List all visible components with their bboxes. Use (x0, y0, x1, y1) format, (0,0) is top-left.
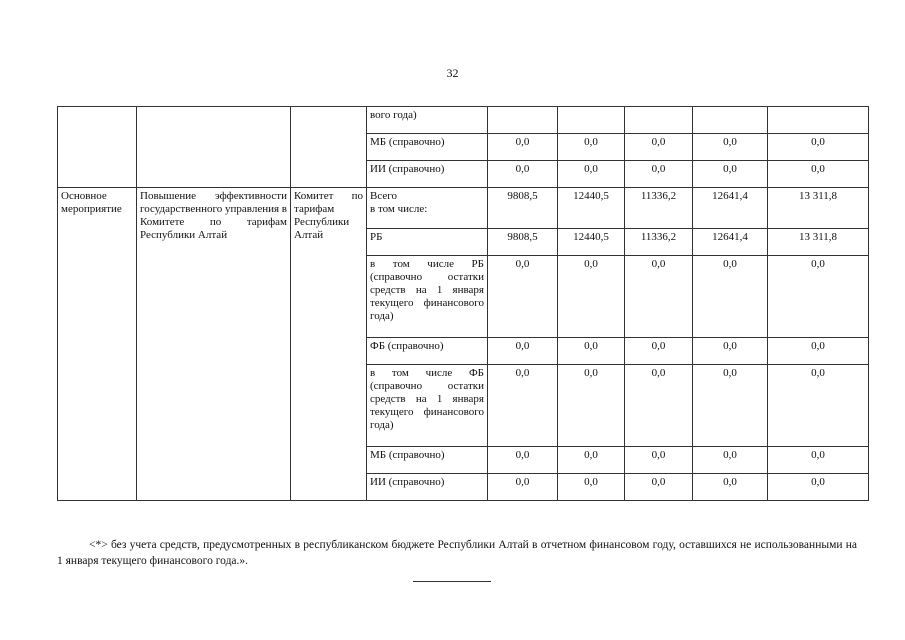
value-cell: 0,0 (558, 365, 625, 447)
value-cell: 13 311,8 (768, 229, 869, 256)
budget-table (57, 106, 869, 501)
value-cell: 0,0 (693, 447, 768, 474)
value-cell: 0,0 (693, 256, 768, 338)
value-cell: 0,0 (768, 134, 869, 161)
value-cell: 0,0 (558, 134, 625, 161)
source-label: МБ (справочно) (367, 447, 488, 474)
value-cell: 0,0 (693, 161, 768, 188)
value-cell: 9808,5 (488, 188, 558, 229)
value-cell: 12641,4 (693, 188, 768, 229)
page-number: 32 (446, 66, 459, 80)
source-label: в том числе РБ (справочно остатки средств на 1 января текущего финансового года) (367, 256, 488, 338)
value-cell: 0,0 (625, 447, 693, 474)
executor-cell: Комитет по тарифам Республики Алтай (291, 188, 367, 501)
value-cell: 0,0 (488, 474, 558, 501)
value-cell: 0,0 (488, 134, 558, 161)
value-cell (558, 107, 625, 134)
value-cell: 0,0 (488, 256, 558, 338)
value-cell: 0,0 (693, 474, 768, 501)
value-cell: 0,0 (768, 447, 869, 474)
value-cell: 0,0 (625, 256, 693, 338)
value-cell: 0,0 (625, 365, 693, 447)
value-cell (768, 107, 869, 134)
activity-name-cell: Повышение эффективности государственного управления в Комитете по тарифам Республики Алтай (137, 188, 291, 501)
value-cell: 0,0 (625, 134, 693, 161)
name-cell (137, 107, 291, 188)
value-cell (625, 107, 693, 134)
value-cell: 0,0 (558, 338, 625, 365)
source-label: МБ (справочно) (367, 134, 488, 161)
value-cell: 0,0 (693, 338, 768, 365)
type-cell (58, 107, 137, 188)
value-cell: 0,0 (768, 338, 869, 365)
value-cell: 0,0 (558, 161, 625, 188)
value-cell: 0,0 (768, 474, 869, 501)
source-label: РБ (367, 229, 488, 256)
source-label: в том числе ФБ (справочно остатки средств на 1 января текущего финансового года) (367, 365, 488, 447)
value-cell: 0,0 (558, 447, 625, 474)
value-cell: 0,0 (558, 474, 625, 501)
source-label: вого года) (367, 107, 488, 134)
value-cell: 11336,2 (625, 229, 693, 256)
source-label: ИИ (справочно) (367, 161, 488, 188)
value-cell: 0,0 (558, 256, 625, 338)
executor-cell (291, 107, 367, 188)
value-cell: 12641,4 (693, 229, 768, 256)
value-cell: 0,0 (768, 365, 869, 447)
value-cell: 0,0 (625, 474, 693, 501)
value-cell: 12440,5 (558, 188, 625, 229)
value-cell: 9808,5 (488, 229, 558, 256)
value-cell: 0,0 (488, 338, 558, 365)
value-cell: 0,0 (488, 365, 558, 447)
footnote: <*> без учета средств, предусмотренных в республиканском бюджете Республики Алтай в отчетном финансовом году, оставшихся не использованными на 1 января текущего финансового года.». (57, 539, 857, 567)
value-cell: 13 311,8 (768, 188, 869, 229)
value-cell: 12440,5 (558, 229, 625, 256)
value-cell (693, 107, 768, 134)
value-cell: 0,0 (693, 365, 768, 447)
source-label: Всего в том числе: (367, 188, 488, 229)
table-row (58, 107, 869, 134)
value-cell: 0,0 (488, 447, 558, 474)
footnote-divider (413, 581, 491, 582)
value-cell: 0,0 (625, 338, 693, 365)
source-label: ИИ (справочно) (367, 474, 488, 501)
source-label: ФБ (справочно) (367, 338, 488, 365)
value-cell: 11336,2 (625, 188, 693, 229)
activity-type-cell: Основное мероприятие (58, 188, 137, 501)
value-cell: 0,0 (768, 256, 869, 338)
table-row (58, 188, 869, 229)
value-cell: 0,0 (488, 161, 558, 188)
value-cell (488, 107, 558, 134)
value-cell: 0,0 (693, 134, 768, 161)
value-cell: 0,0 (625, 161, 693, 188)
value-cell: 0,0 (768, 161, 869, 188)
